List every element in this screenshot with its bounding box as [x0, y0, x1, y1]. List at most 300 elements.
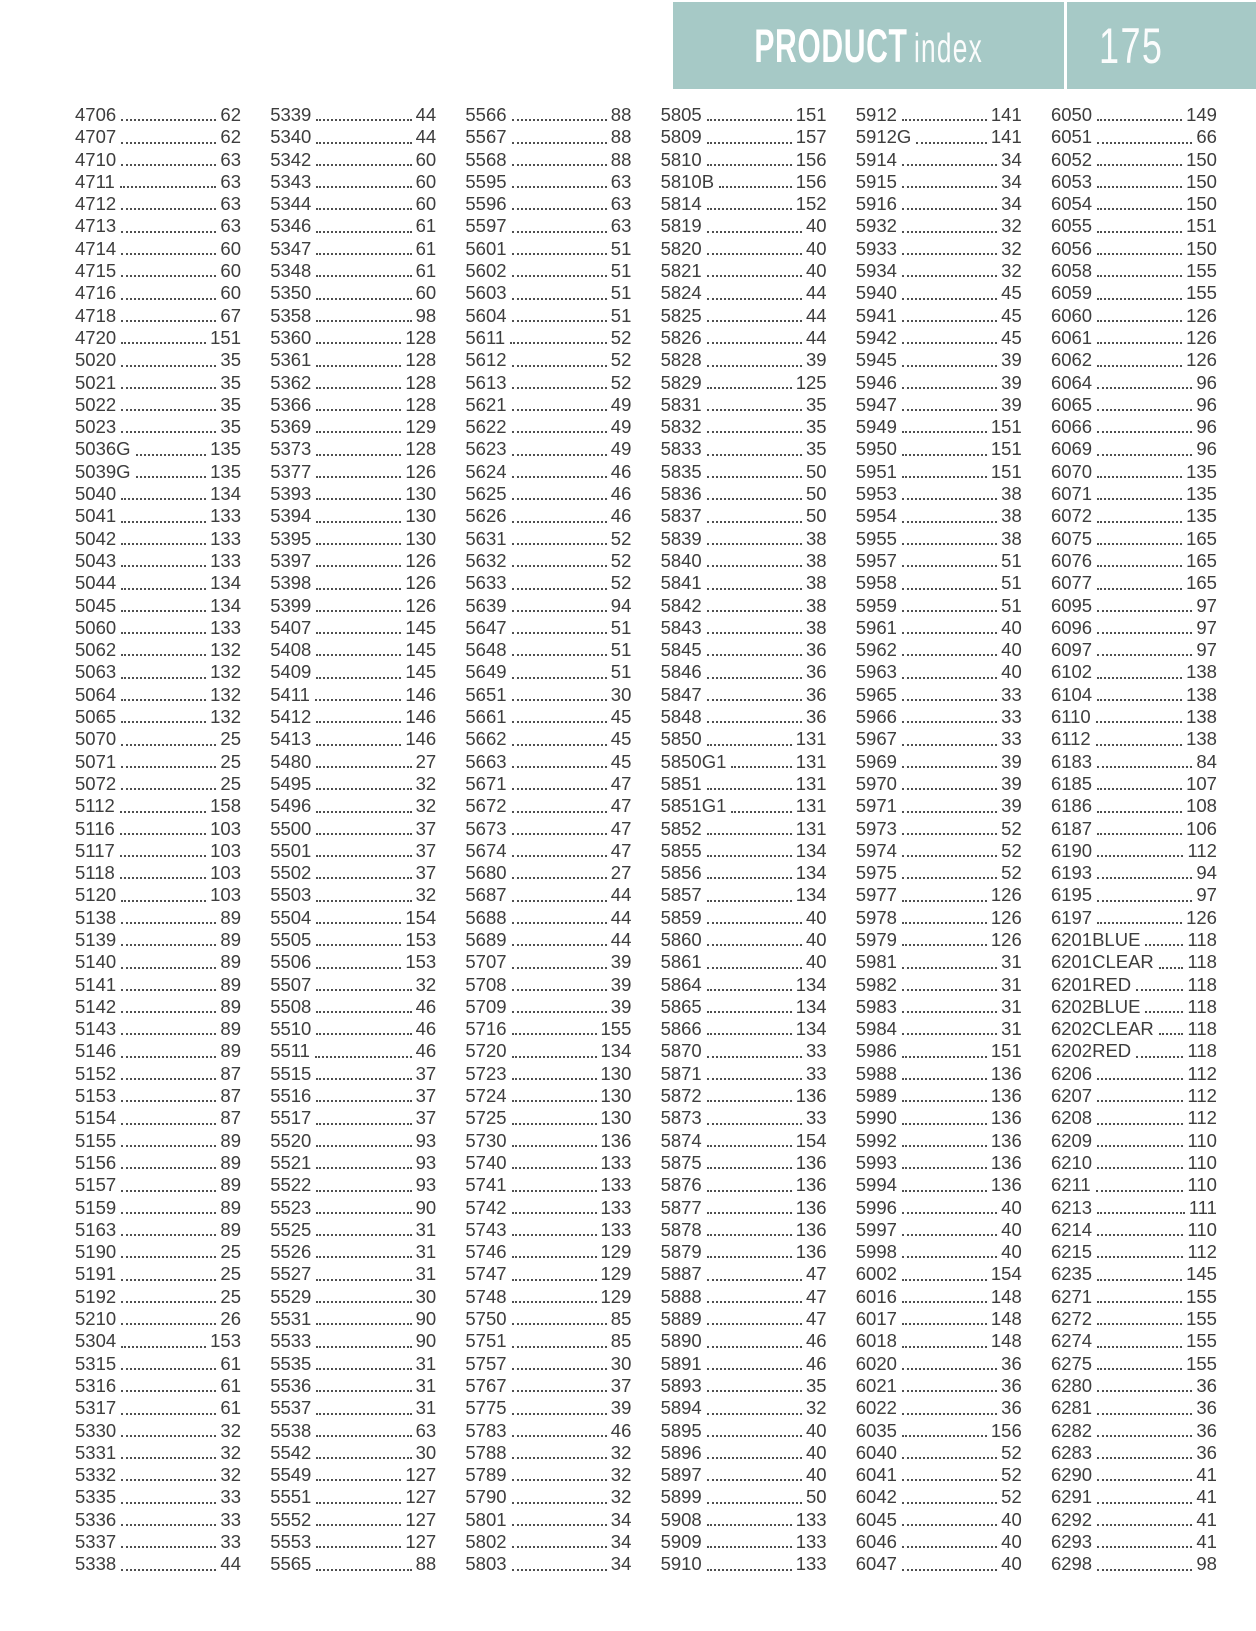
product-number: 5878: [660, 1218, 702, 1240]
dot-leader: [1096, 1190, 1184, 1192]
page-reference: 151: [990, 460, 1022, 482]
page-reference: 90: [415, 1330, 437, 1352]
index-entry: [1051, 1152, 1217, 1174]
dot-leader: [1097, 298, 1182, 300]
page-reference: 36: [1001, 1374, 1022, 1396]
index-entry: [270, 1464, 436, 1486]
dot-leader: [1097, 454, 1192, 456]
product-number: 5330: [75, 1419, 117, 1441]
product-number: 5210: [75, 1308, 117, 1330]
header-band: [673, 2, 1256, 89]
product-number: 5531: [270, 1308, 312, 1330]
page-reference: 118: [1187, 1040, 1217, 1062]
product-number: 5535: [270, 1352, 312, 1374]
dot-leader: [121, 1011, 216, 1013]
page-reference: 49: [610, 393, 632, 415]
dot-leader: [902, 1279, 987, 1281]
page-reference: 146: [405, 683, 437, 705]
page-reference: 131: [795, 817, 827, 839]
product-number: 5072: [75, 772, 117, 794]
page-reference: 37: [415, 1107, 437, 1129]
product-number: 5623: [465, 438, 507, 460]
product-number: 5045: [75, 594, 117, 616]
page-reference: 126: [990, 906, 1022, 928]
dot-leader: [121, 1368, 216, 1370]
page-reference: 61: [415, 237, 437, 259]
page-reference: 50: [805, 505, 827, 527]
page-reference: 112: [1187, 1085, 1217, 1107]
product-number: 5809: [660, 126, 702, 148]
index-entry: [270, 1509, 436, 1531]
page-reference: 118: [1187, 995, 1217, 1017]
product-number: 5877: [660, 1196, 702, 1218]
product-number: 6095: [1050, 594, 1093, 616]
dot-leader: [902, 588, 997, 590]
product-number: 5331: [75, 1441, 117, 1463]
product-number: 5687: [465, 884, 507, 906]
index-entry: [270, 528, 436, 550]
page-reference: 32: [415, 884, 437, 906]
product-number: 5856: [660, 862, 702, 884]
index-entry: [1051, 149, 1217, 171]
index-entry: [270, 1197, 436, 1219]
index-entry: [856, 1107, 1022, 1129]
page-reference: 38: [1001, 505, 1022, 527]
page-reference: 36: [1196, 1397, 1217, 1419]
page-reference: 136: [990, 1174, 1022, 1196]
dot-leader: [316, 298, 411, 300]
page-reference: 61: [220, 1352, 241, 1374]
product-number: 5112: [75, 795, 115, 817]
index-entry: [661, 1174, 827, 1196]
page-reference: 112: [1187, 1062, 1217, 1084]
index-entry: [661, 773, 827, 795]
dot-leader: [512, 588, 607, 590]
product-number: 4713: [75, 215, 117, 237]
dot-leader: [512, 1524, 607, 1526]
page-reference: 30: [610, 683, 632, 705]
dot-leader: [121, 119, 216, 121]
index-entry: [465, 1464, 631, 1486]
page-reference: 30: [415, 1285, 437, 1307]
index-entry: [465, 773, 631, 795]
dot-leader: [512, 989, 607, 991]
product-number: 5742: [465, 1196, 507, 1218]
dot-leader: [707, 1190, 792, 1192]
product-number: 5671: [465, 772, 507, 794]
product-number: 5191: [75, 1263, 117, 1285]
dot-leader: [316, 1435, 411, 1437]
product-number: 6281: [1050, 1397, 1093, 1419]
dot-leader: [121, 1078, 216, 1080]
page-reference: 128: [405, 438, 437, 460]
dot-leader: [902, 119, 987, 121]
product-number: 5369: [270, 416, 312, 438]
index-entry: [661, 884, 827, 906]
dot-leader: [1097, 253, 1182, 255]
page-reference: 110: [1187, 1129, 1217, 1151]
dot-leader: [512, 1301, 597, 1303]
page-reference: 44: [415, 126, 437, 148]
index-entry: [270, 126, 436, 148]
dot-leader: [512, 1346, 607, 1348]
product-number: 5567: [465, 126, 507, 148]
product-number: 5633: [465, 572, 507, 594]
index-entry: [1051, 818, 1217, 840]
dot-leader: [902, 298, 997, 300]
page-reference: 44: [415, 104, 437, 125]
page-reference: 51: [610, 616, 632, 638]
dot-leader: [121, 565, 206, 567]
index-entry: [661, 260, 827, 282]
product-number: 5986: [855, 1040, 897, 1062]
index-entry: [75, 372, 241, 394]
dot-leader: [707, 1256, 792, 1258]
product-number: 5339: [270, 104, 312, 125]
product-number: 5971: [855, 795, 897, 817]
product-number: 5783: [465, 1419, 507, 1441]
product-number: 5529: [270, 1285, 312, 1307]
product-number: 5982: [855, 973, 897, 995]
product-number: 6209: [1050, 1129, 1093, 1151]
index-entry: [1051, 1286, 1217, 1308]
page-reference: 60: [415, 193, 437, 215]
index-entry: [75, 1442, 241, 1464]
dot-leader: [1097, 1212, 1185, 1214]
index-entry: [270, 327, 436, 349]
product-number: 5611: [465, 326, 506, 348]
page-reference: 39: [1001, 772, 1022, 794]
index-entry: [75, 193, 241, 215]
dot-leader: [719, 186, 792, 188]
dot-leader: [1097, 387, 1192, 389]
index-entry: [1051, 1174, 1217, 1196]
index-entry: [856, 1375, 1022, 1397]
page-reference: 40: [805, 237, 827, 259]
dot-leader: [512, 1011, 607, 1013]
index-entry: [661, 795, 827, 817]
dot-leader: [1096, 721, 1182, 723]
page-reference: 31: [415, 1397, 437, 1419]
dot-leader: [316, 431, 401, 433]
index-entry: [1051, 1442, 1217, 1464]
page-reference: 46: [610, 483, 632, 505]
page-reference: 133: [210, 527, 241, 549]
index-entry: [856, 974, 1022, 996]
product-number: 5413: [270, 728, 312, 750]
page-reference: 39: [610, 1397, 632, 1419]
product-number: 5192: [75, 1285, 117, 1307]
index-entry: [661, 104, 827, 126]
product-number: 5143: [75, 1018, 117, 1040]
index-entry: [465, 260, 631, 282]
dot-leader: [316, 1167, 411, 1169]
index-entry: [75, 349, 241, 371]
product-number: 5897: [660, 1464, 702, 1486]
dot-leader: [1097, 1390, 1192, 1392]
index-entry: [465, 215, 631, 237]
page-reference: 148: [990, 1308, 1022, 1330]
product-number: 5070: [75, 728, 117, 750]
product-number: 5373: [270, 438, 312, 460]
dot-leader: [1097, 1078, 1183, 1080]
index-entry: [270, 773, 436, 795]
product-number: 4707: [75, 126, 117, 148]
product-number: 5525: [270, 1218, 312, 1240]
index-entry: [75, 639, 241, 661]
page-reference: 118: [1187, 928, 1217, 950]
dot-leader: [1097, 164, 1182, 166]
product-number: 5316: [75, 1374, 117, 1396]
dot-leader: [902, 1413, 997, 1415]
dot-leader: [1097, 699, 1182, 701]
index-entry: [856, 394, 1022, 416]
product-number: 6110: [1050, 706, 1091, 728]
dot-leader: [902, 186, 997, 188]
product-number: 5362: [270, 371, 312, 393]
page-reference: 148: [990, 1285, 1022, 1307]
product-number: 5912G: [855, 126, 912, 148]
product-number: 5788: [465, 1441, 507, 1463]
dot-leader: [316, 1190, 411, 1192]
product-number: 5553: [270, 1531, 312, 1552]
dot-leader: [316, 588, 401, 590]
product-number: 6042: [855, 1486, 897, 1508]
index-entry: [75, 862, 241, 884]
product-number: 5118: [75, 862, 115, 884]
product-number: 5826: [660, 326, 702, 348]
page-reference: 89: [220, 1129, 241, 1151]
page-reference: 62: [220, 104, 241, 125]
index-entry: [465, 595, 631, 617]
dot-leader: [121, 498, 206, 500]
dot-leader: [121, 944, 216, 946]
index-entry: [75, 795, 241, 817]
page-reference: 31: [1001, 1018, 1022, 1040]
index-entry: [465, 1040, 631, 1062]
product-number: 5063: [75, 661, 117, 683]
page-reference: 103: [210, 884, 241, 906]
product-number: 5992: [855, 1129, 897, 1151]
dot-leader: [1097, 186, 1182, 188]
product-number: 6186: [1050, 795, 1093, 817]
product-number: 6022: [855, 1397, 897, 1419]
dot-leader: [902, 721, 997, 723]
page-reference: 40: [805, 928, 827, 950]
dot-leader: [316, 1100, 411, 1102]
index-entry: [661, 1486, 827, 1508]
index-entry: [75, 1330, 241, 1352]
dot-leader: [902, 409, 997, 411]
dot-leader: [707, 1078, 802, 1080]
index-entry: [856, 1263, 1022, 1285]
page-reference: 44: [805, 282, 827, 304]
product-number: 5896: [660, 1441, 702, 1463]
product-number: 6282: [1050, 1419, 1093, 1441]
page-reference: 118: [1187, 951, 1217, 973]
dot-leader: [707, 1390, 802, 1392]
page-reference: 39: [1001, 349, 1022, 371]
dot-leader: [707, 967, 802, 969]
page-reference: 89: [220, 1040, 241, 1062]
page-reference: 46: [805, 1330, 827, 1352]
page-reference: 126: [405, 572, 437, 594]
page-reference: 51: [610, 639, 632, 661]
index-entry: [75, 505, 241, 527]
dot-leader: [316, 186, 411, 188]
index-entry: [661, 238, 827, 260]
product-number: 5953: [855, 483, 897, 505]
product-number: 5810B: [660, 170, 715, 192]
product-number: 5146: [75, 1040, 117, 1062]
product-number: 5790: [465, 1486, 507, 1508]
product-number: 5946: [855, 371, 897, 393]
page-reference: 45: [1001, 326, 1022, 348]
page-reference: 45: [610, 706, 632, 728]
product-number: 5663: [465, 750, 507, 772]
index-entry: [856, 416, 1022, 438]
product-number: 5839: [660, 527, 702, 549]
dot-leader: [902, 877, 997, 879]
dot-leader: [121, 164, 216, 166]
dot-leader: [136, 454, 207, 456]
product-number: 5870: [660, 1040, 702, 1062]
product-number: 6201CLEAR: [1050, 951, 1154, 973]
product-number: 5803: [465, 1553, 507, 1575]
dot-leader: [707, 164, 792, 166]
index-entry: [856, 1464, 1022, 1486]
page-reference: 39: [1001, 393, 1022, 415]
index-entry: [856, 1152, 1022, 1174]
index-entry: [661, 1197, 827, 1219]
product-number: 6201BLUE: [1050, 928, 1141, 950]
product-number: 6047: [855, 1553, 897, 1575]
index-entry: [1051, 751, 1217, 773]
index-entry: [465, 1263, 631, 1285]
index-entry: [75, 305, 241, 327]
page-reference: 44: [610, 906, 632, 928]
dot-leader: [316, 1033, 411, 1035]
index-entry: [856, 438, 1022, 460]
index-entry: [661, 840, 827, 862]
page-title-secondary: index: [913, 25, 983, 71]
dot-leader: [902, 1390, 997, 1392]
index-entry: [270, 1107, 436, 1129]
dot-leader: [1097, 922, 1182, 924]
dot-leader: [1097, 431, 1192, 433]
index-entry: [75, 1353, 241, 1375]
page-reference: 110: [1187, 1218, 1217, 1240]
product-number: 5747: [465, 1263, 507, 1285]
index-column: [270, 104, 436, 1576]
product-number: 5846: [660, 661, 702, 683]
product-number: 5344: [270, 193, 312, 215]
index-entry: [75, 1241, 241, 1263]
page-reference: 146: [405, 706, 437, 728]
dot-leader: [121, 1457, 216, 1459]
page-reference: 66: [1196, 126, 1217, 148]
index-entry: [270, 1085, 436, 1107]
index-entry: [856, 907, 1022, 929]
page-reference: 85: [610, 1330, 632, 1352]
product-number: 5820: [660, 237, 702, 259]
index-entry: [1051, 126, 1217, 148]
page-reference: 51: [610, 282, 632, 304]
product-number: 6185: [1050, 772, 1093, 794]
page-reference: 26: [220, 1308, 241, 1330]
index-entry: [270, 171, 436, 193]
page-reference: 136: [795, 1218, 827, 1240]
dot-leader: [121, 1301, 216, 1303]
product-number: 5979: [855, 928, 897, 950]
dot-leader: [512, 721, 607, 723]
page-reference: 88: [415, 1553, 437, 1575]
index-entry: [661, 1130, 827, 1152]
dot-leader: [1097, 1569, 1192, 1571]
dot-leader: [316, 565, 401, 567]
page-reference: 52: [1001, 839, 1022, 861]
dot-leader: [902, 900, 987, 902]
index-entry: [1051, 1397, 1217, 1419]
index-entry: [661, 1107, 827, 1129]
index-entry: [75, 1375, 241, 1397]
product-number: 5814: [660, 193, 702, 215]
index-entry: [465, 528, 631, 550]
index-entry: [1051, 840, 1217, 862]
product-number: 5757: [465, 1352, 507, 1374]
product-number: 5568: [465, 148, 507, 170]
product-number: 5909: [660, 1531, 702, 1552]
page-reference: 132: [210, 639, 241, 661]
dot-leader: [512, 142, 607, 144]
index-entry: [465, 416, 631, 438]
page-reference: 155: [1186, 1285, 1217, 1307]
product-number: 6041: [855, 1464, 897, 1486]
product-number: 5805: [660, 104, 702, 125]
page-reference: 129: [600, 1241, 632, 1263]
product-number: 5751: [465, 1330, 507, 1352]
product-number: 5851G1: [660, 795, 727, 817]
index-entry: [465, 238, 631, 260]
product-number: 5833: [660, 438, 702, 460]
dot-leader: [1097, 1256, 1183, 1258]
index-entry: [856, 193, 1022, 215]
product-number: 5538: [270, 1419, 312, 1441]
page-reference: 107: [1186, 772, 1217, 794]
dot-leader: [316, 922, 401, 924]
page-reference: 134: [795, 862, 827, 884]
index-entry: [270, 1219, 436, 1241]
dot-leader: [707, 855, 792, 857]
dot-leader: [1136, 989, 1183, 991]
product-number: 5639: [465, 594, 507, 616]
dot-leader: [902, 365, 997, 367]
page-reference: 30: [610, 1352, 632, 1374]
product-number: 5343: [270, 170, 312, 192]
dot-leader: [512, 944, 607, 946]
index-entry: [1051, 104, 1217, 126]
page-reference: 145: [405, 639, 437, 661]
product-number: 5750: [465, 1308, 507, 1330]
dot-leader: [121, 1279, 216, 1281]
index-entry: [75, 238, 241, 260]
dot-leader: [316, 231, 411, 233]
dot-leader: [731, 811, 791, 813]
page-reference: 134: [210, 572, 241, 594]
dot-leader: [316, 454, 401, 456]
product-number: 5951: [855, 460, 897, 482]
dot-leader: [902, 699, 997, 701]
